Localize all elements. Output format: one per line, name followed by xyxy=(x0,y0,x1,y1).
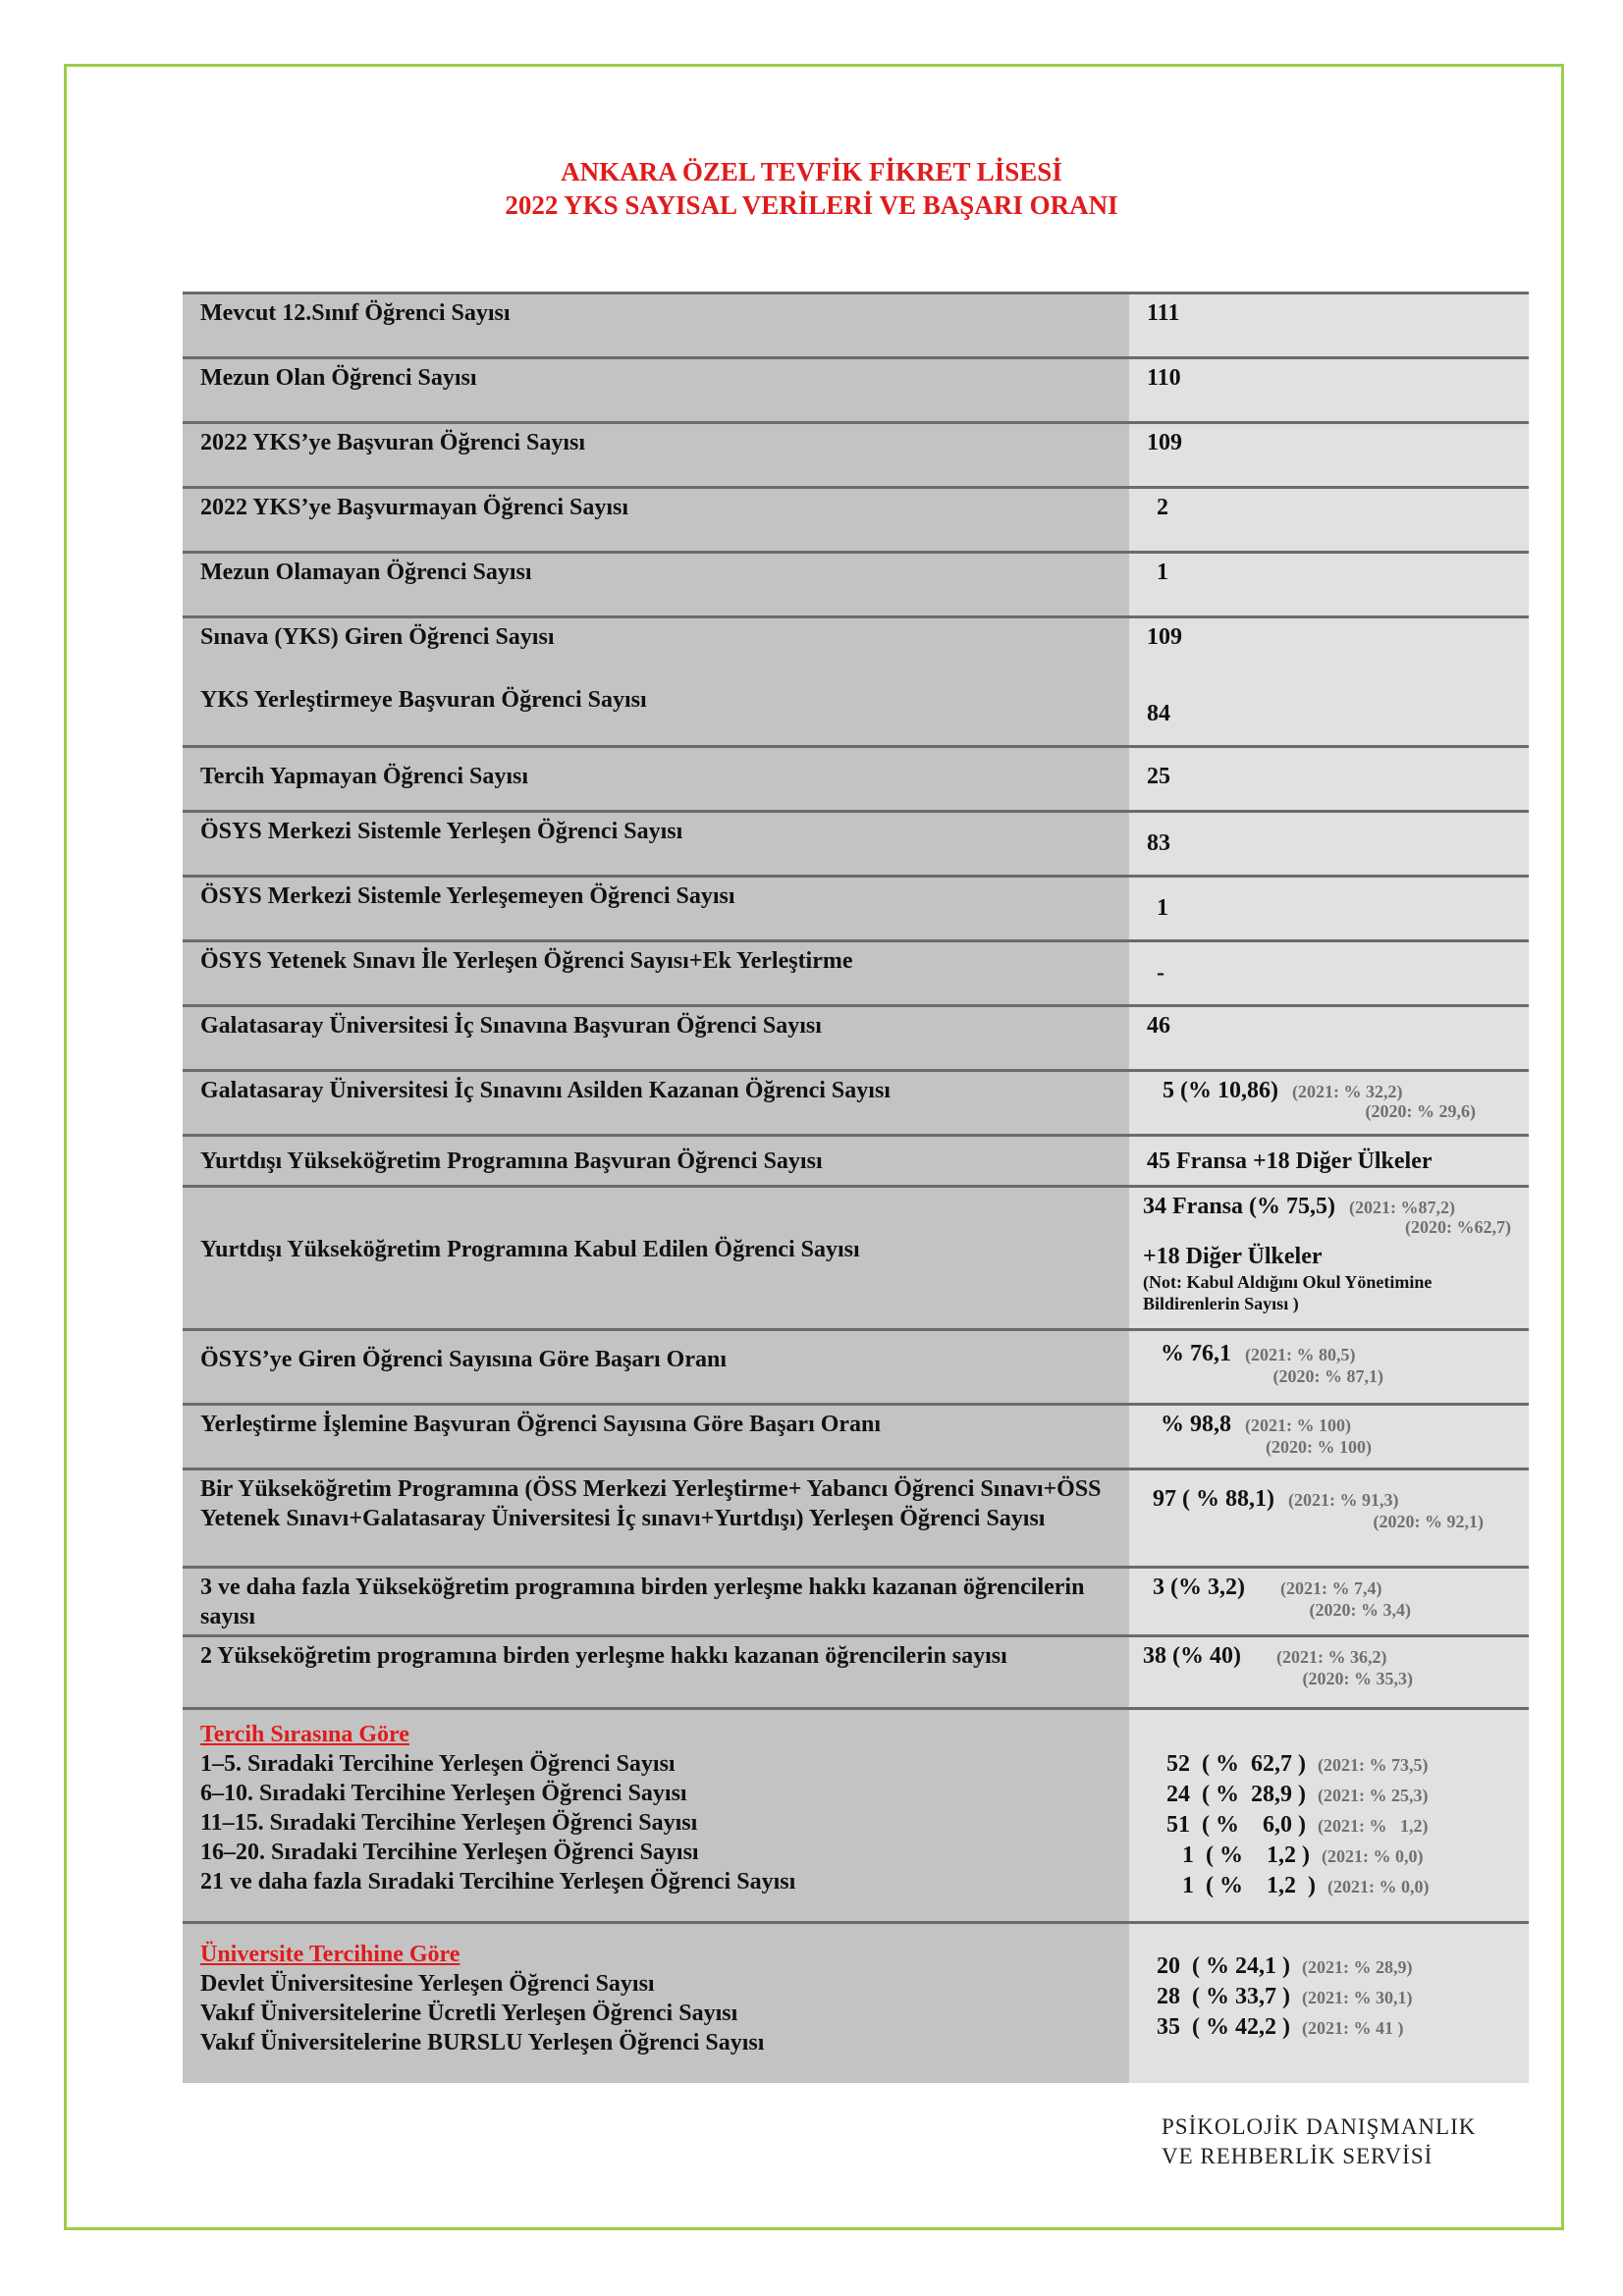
row-label: Yurtdışı Yükseköğretim Programına Başvuran Öğrenci Sayısı xyxy=(183,1137,1129,1185)
table-row xyxy=(183,1188,1529,1331)
row-value: 5 (% 10,86) xyxy=(1163,1078,1278,1103)
table-row xyxy=(183,1470,1529,1569)
tercih-label: 16–20. Sıradaki Tercihine Yerleşen Öğrenci Sayısı xyxy=(200,1840,699,1865)
row-note: (Not: Kabul Aldığını Okul Yönetimine Bildirenlerin Sayısı ) xyxy=(1143,1272,1433,1313)
tercih-section xyxy=(183,1710,1529,1924)
row-label: 2022 YKS’ye Başvuran Öğrenci Sayısı xyxy=(183,424,1129,486)
table-row xyxy=(183,424,1529,489)
table-row xyxy=(183,813,1529,878)
row-label: Yerleştirme İşlemine Başvuran Öğrenci Sayısına Göre Başarı Oranı xyxy=(183,1406,1129,1468)
row-prev-2021: (2021: % 32,2) xyxy=(1291,1082,1403,1101)
row-label: Galatasaray Üniversitesi İç Sınavına Başvuran Öğrenci Sayısı xyxy=(183,1007,1129,1069)
school-title: ANKARA ÖZEL TEVFİK FİKRET LİSESİ xyxy=(561,157,1062,187)
row-label: 2022 YKS’ye Başvurmayan Öğrenci Sayısı xyxy=(183,489,1129,551)
row-value: - xyxy=(1129,942,1529,1004)
row-prev-2021: (2021: % 7,4) xyxy=(1279,1578,1382,1598)
row-value-group xyxy=(1129,1188,1529,1328)
row-prev-2021: (2021: % 80,5) xyxy=(1245,1345,1356,1364)
tercih-label: 1–5. Sıradaki Tercihine Yerleşen Öğrenci Sayısı xyxy=(200,1751,676,1777)
row-prev-2020: (2020: % 29,6) xyxy=(1365,1101,1476,1121)
table-row xyxy=(183,1406,1529,1470)
table-row xyxy=(183,1637,1529,1710)
row-prev-2020: (2020: % 3,4) xyxy=(1309,1600,1411,1620)
row-value-group xyxy=(1129,1470,1529,1566)
report-title: 2022 YKS SAYISAL VERİLERİ VE BAŞARI ORANI xyxy=(505,190,1118,220)
row-value: 110 xyxy=(1129,359,1529,421)
row-label: 3 ve daha fazla Yükseköğretim programına birden yerleşme hakkı kazanan öğrencilerin sayısı xyxy=(183,1569,1129,1634)
universite-value-line xyxy=(1157,1982,1519,2012)
tercih-prev: (2021: % 73,5) xyxy=(1317,1755,1429,1775)
row-value: 111 xyxy=(1129,294,1529,356)
stats-table xyxy=(183,292,1529,2083)
universite-prev: (2021: % 41 ) xyxy=(1301,2018,1404,2038)
row-label-2: YKS Yerleştirmeye Başvuran Öğrenci Sayısı xyxy=(200,687,647,713)
row-label: 2 Yükseköğretim programına birden yerleşme hakkı kazanan öğrencilerin sayısı xyxy=(183,1637,1129,1707)
table-row xyxy=(183,942,1529,1007)
row-value-group xyxy=(1129,1072,1529,1134)
row-value: 83 xyxy=(1129,813,1529,875)
row-label: ÖSYS Merkezi Sistemle Yerleşen Öğrenci Sayısı xyxy=(183,813,1129,875)
table-row xyxy=(183,554,1529,618)
row-value: 1 xyxy=(1129,554,1529,615)
universite-value-line xyxy=(1157,1951,1519,1982)
row-value: 46 xyxy=(1129,1007,1529,1069)
row-value: 38 (% 40) xyxy=(1143,1643,1241,1669)
row-value: 109 xyxy=(1129,424,1529,486)
row-label: Mezun Olan Öğrenci Sayısı xyxy=(183,359,1129,421)
table-row xyxy=(183,878,1529,942)
tercih-value-line xyxy=(1166,1780,1519,1810)
row-value-group xyxy=(1129,1637,1529,1707)
row-label: ÖSYS’ye Giren Öğrenci Sayısına Göre Başarı Oranı xyxy=(183,1331,1129,1403)
row-value: 1 xyxy=(1129,878,1529,939)
row-value: 109 xyxy=(1147,624,1182,650)
row-label-group xyxy=(183,618,1129,745)
universite-prev: (2021: % 30,1) xyxy=(1301,1988,1413,2007)
row-label: Bir Yükseköğretim Programına (ÖSS Merkezi Yerleştirme+ Yabancı Öğrenci Sınavı+ÖSS Yetenek Sınavı+Galatasaray Üniversitesi İç sınavı+Yurtdışı) Yerleşen Öğrenci Sayısı xyxy=(183,1470,1129,1566)
universite-value: 20 ( % 24,1 ) xyxy=(1157,1953,1290,1979)
row-value: % 98,8 xyxy=(1161,1412,1231,1437)
table-row xyxy=(183,748,1529,813)
table-row xyxy=(183,1569,1529,1637)
row-value-2: +18 Diğer Ülkeler xyxy=(1143,1244,1323,1269)
row-prev-2020: (2020: %62,7) xyxy=(1405,1217,1511,1237)
tercih-label: 21 ve daha fazla Sıradaki Tercihine Yerleşen Öğrenci Sayısı xyxy=(200,1869,796,1895)
row-value: 34 Fransa (% 75,5) xyxy=(1143,1194,1335,1219)
tercih-value: 24 ( % 28,9 ) xyxy=(1166,1782,1306,1807)
table-row xyxy=(183,618,1529,748)
universite-value: 28 ( % 33,7 ) xyxy=(1157,1984,1290,2009)
universite-labels xyxy=(183,1924,1129,2083)
row-label: Sınava (YKS) Giren Öğrenci Sayısı xyxy=(200,624,555,650)
universite-value-line xyxy=(1157,2012,1519,2043)
row-value: 3 (% 3,2) xyxy=(1153,1575,1245,1600)
tercih-value-line xyxy=(1166,1841,1519,1871)
tercih-prev: (2021: % 0,0) xyxy=(1326,1877,1430,1896)
tercih-value: 1 ( % 1,2 ) xyxy=(1182,1842,1310,1868)
tercih-values xyxy=(1129,1710,1529,1921)
table-row xyxy=(183,1331,1529,1406)
row-label: Tercih Yapmayan Öğrenci Sayısı xyxy=(183,748,1129,810)
row-value: 2 xyxy=(1129,489,1529,551)
universite-label: Devlet Üniversitesine Yerleşen Öğrenci Sayısı xyxy=(200,1971,655,1997)
row-prev-2020: (2020: % 87,1) xyxy=(1272,1366,1383,1386)
footer-line-1: PSİKOLOJİK DANIŞMANLIK xyxy=(1162,2114,1477,2139)
row-value: % 76,1 xyxy=(1161,1341,1231,1366)
universite-value: 35 ( % 42,2 ) xyxy=(1157,2014,1290,2040)
tercih-value: 51 ( % 6,0 ) xyxy=(1166,1812,1306,1838)
row-value-group xyxy=(1129,1406,1529,1468)
row-label: Mezun Olamayan Öğrenci Sayısı xyxy=(183,554,1129,615)
universite-label: Vakıf Üniversitelerine Ücretli Yerleşen Öğrenci Sayısı xyxy=(200,2001,738,2026)
table-row xyxy=(183,1137,1529,1188)
row-value-group xyxy=(1129,618,1529,745)
tercih-value: 1 ( % 1,2 ) xyxy=(1182,1873,1316,1898)
row-prev-2021: (2021: % 100) xyxy=(1245,1415,1351,1435)
footer-line-2: VE REHBERLİK SERVİSİ xyxy=(1162,2144,1434,2168)
tercih-value-line xyxy=(1166,1871,1519,1901)
row-value: 45 Fransa +18 Diğer Ülkeler xyxy=(1129,1137,1529,1185)
tercih-label: 6–10. Sıradaki Tercihine Yerleşen Öğrenci Sayısı xyxy=(200,1781,687,1806)
row-value-2: 84 xyxy=(1147,701,1170,726)
row-label: ÖSYS Yetenek Sınavı İle Yerleşen Öğrenci Sayısı+Ek Yerleştirme xyxy=(183,942,1129,1004)
tercih-prev: (2021: % 1,2) xyxy=(1317,1816,1429,1836)
tercih-value: 52 ( % 62,7 ) xyxy=(1166,1751,1306,1777)
tercih-value-line xyxy=(1166,1749,1519,1780)
universite-label: Vakıf Üniversitelerine BURSLU Yerleşen Öğrenci Sayısı xyxy=(200,2030,765,2056)
row-prev-2020: (2020: % 35,3) xyxy=(1302,1669,1413,1688)
row-label: Yurtdışı Yükseköğretim Programına Kabul Edilen Öğrenci Sayısı xyxy=(183,1188,1129,1328)
universite-section xyxy=(183,1924,1529,2083)
row-value-group xyxy=(1129,1569,1529,1634)
tercih-prev: (2021: % 0,0) xyxy=(1321,1846,1424,1866)
row-prev-2021: (2021: % 91,3) xyxy=(1287,1490,1399,1510)
row-prev-2020: (2020: % 92,1) xyxy=(1373,1512,1484,1531)
row-value: 97 ( % 88,1) xyxy=(1153,1486,1274,1512)
table-row xyxy=(183,359,1529,424)
table-row xyxy=(183,1072,1529,1137)
footer xyxy=(1162,2112,1476,2171)
table-row xyxy=(183,294,1529,359)
tercih-heading: Tercih Sırasına Göre xyxy=(200,1722,409,1747)
tercih-label: 11–15. Sıradaki Tercihine Yerleşen Öğrenci Sayısı xyxy=(200,1810,698,1836)
table-row xyxy=(183,1007,1529,1072)
universite-heading: Üniversite Tercihine Göre xyxy=(200,1942,460,1967)
universite-prev: (2021: % 28,9) xyxy=(1301,1957,1413,1977)
row-label: Galatasaray Üniversitesi İç Sınavını Asilden Kazanan Öğrenci Sayısı xyxy=(183,1072,1129,1134)
row-label: ÖSYS Merkezi Sistemle Yerleşemeyen Öğrenci Sayısı xyxy=(183,878,1129,939)
universite-values xyxy=(1129,1924,1529,2083)
row-label: Mevcut 12.Sınıf Öğrenci Sayısı xyxy=(183,294,1129,356)
tercih-value-line xyxy=(1166,1810,1519,1841)
row-value-group xyxy=(1129,1331,1529,1403)
row-prev-2021: (2021: % 36,2) xyxy=(1275,1647,1387,1667)
table-row xyxy=(183,489,1529,554)
tercih-labels xyxy=(183,1710,1129,1921)
row-prev-2021: (2021: %87,2) xyxy=(1348,1198,1455,1217)
tercih-prev: (2021: % 25,3) xyxy=(1317,1786,1429,1805)
row-value: 25 xyxy=(1129,748,1529,810)
row-prev-2020: (2020: % 100) xyxy=(1266,1437,1372,1457)
